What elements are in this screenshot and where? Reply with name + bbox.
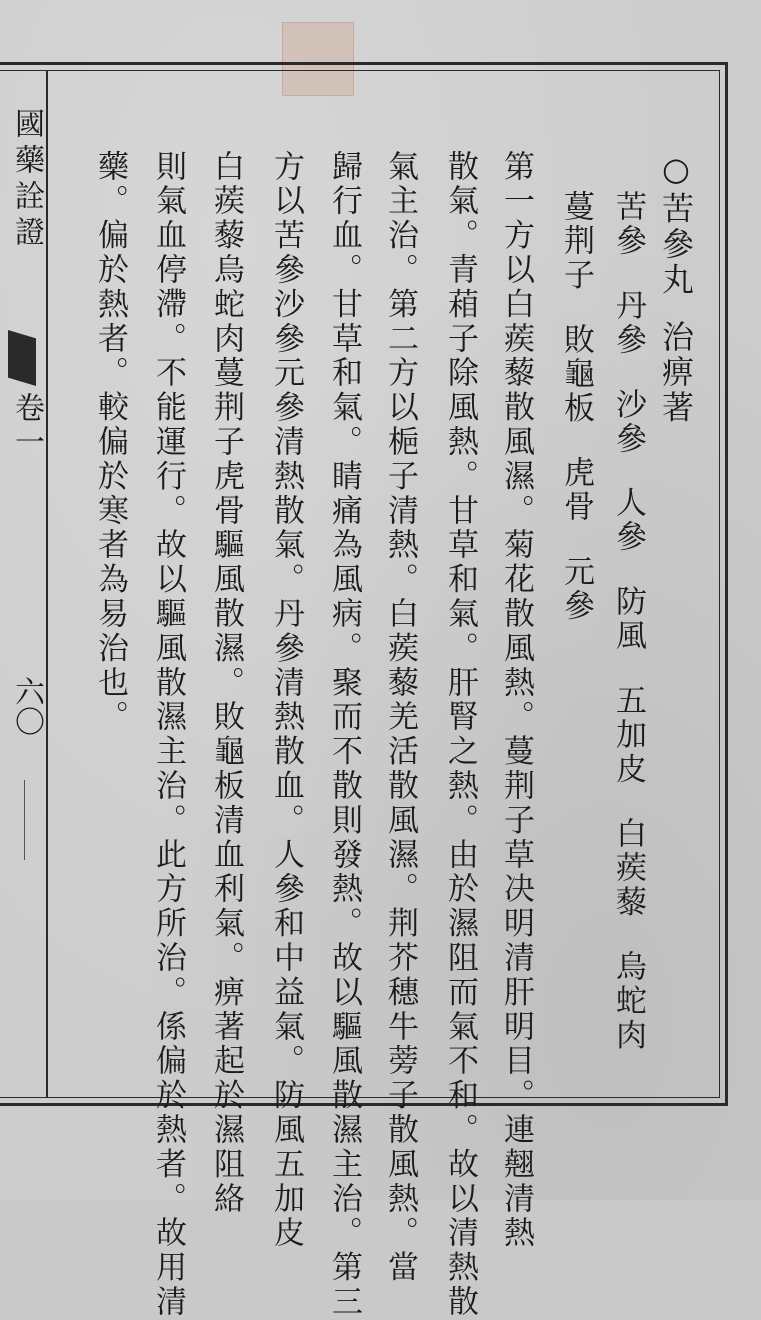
commentary-column-4: 歸行血。甘草和氣。睛痛為風病。聚而不散則發熱。故以驅風散濕主治。第三 (326, 150, 362, 1320)
commentary-column-2: 散氣。青葙子除風熱。甘草和氣。肝腎之熱。由於濕阻而氣不和。故以清熱散 (442, 150, 478, 1320)
ingredient: 沙參 (610, 387, 646, 457)
ingredient: 丹參 (610, 288, 646, 358)
commentary-column-6: 白蒺藜烏蛇肉蔓荆子虎骨驅風散濕。敗龜板清血利氣。痹著起於濕阻絡 (208, 150, 244, 1217)
recipe-title: 苦參丸 (657, 191, 695, 298)
ingredient: 敗龜板 (558, 323, 594, 427)
commentary-column-1: 第一方以白蒺藜散風濕。菊花散風熱。蔓荆子草决明清肝明目。連翹清熱 (498, 150, 534, 1251)
running-title: 國藥詮證 (9, 108, 44, 252)
commentary-column-7: 則氣血停滯。不能運行。故以驅風散濕主治。此方所治。係偏於熱者。故用清 (150, 150, 186, 1320)
folio-rule (24, 780, 25, 860)
commentary-column-8: 藥。偏於熱者。較偏於寒者為易治也。 (92, 150, 128, 735)
commentary-column-5: 方以苦參沙參元參清熱散氣。丹參清熱散血。人參和中益氣。防風五加皮 (268, 150, 304, 1251)
ingredient: 五加皮 (610, 684, 646, 788)
ingredient: 人參 (610, 486, 646, 556)
ingredient-list-1 (610, 190, 646, 1054)
recipe-indication: 治痹著 (657, 319, 695, 426)
fishtail-mark-icon (8, 330, 36, 386)
ingredient-list-2 (558, 190, 594, 625)
commentary-column-3: 氣主治。第二方以梔子清熱。白蒺藜羌活散風濕。荆芥穗牛蒡子散風熱。當 (382, 150, 418, 1286)
ingredient: 元參 (558, 555, 594, 625)
ingredient: 防風 (610, 585, 646, 655)
recipe-heading (657, 150, 695, 426)
ingredient: 虎骨 (558, 456, 594, 526)
ingredient: 苦參 (610, 190, 646, 259)
ingredient: 蔓荆子 (558, 190, 594, 294)
volume-label: 卷一 (9, 392, 44, 460)
ingredient: 烏蛇肉 (610, 950, 646, 1054)
title-marker: ○ (657, 150, 695, 192)
folio-number: 六〇 (9, 676, 44, 736)
ingredient: 白蒺藜 (610, 817, 646, 921)
